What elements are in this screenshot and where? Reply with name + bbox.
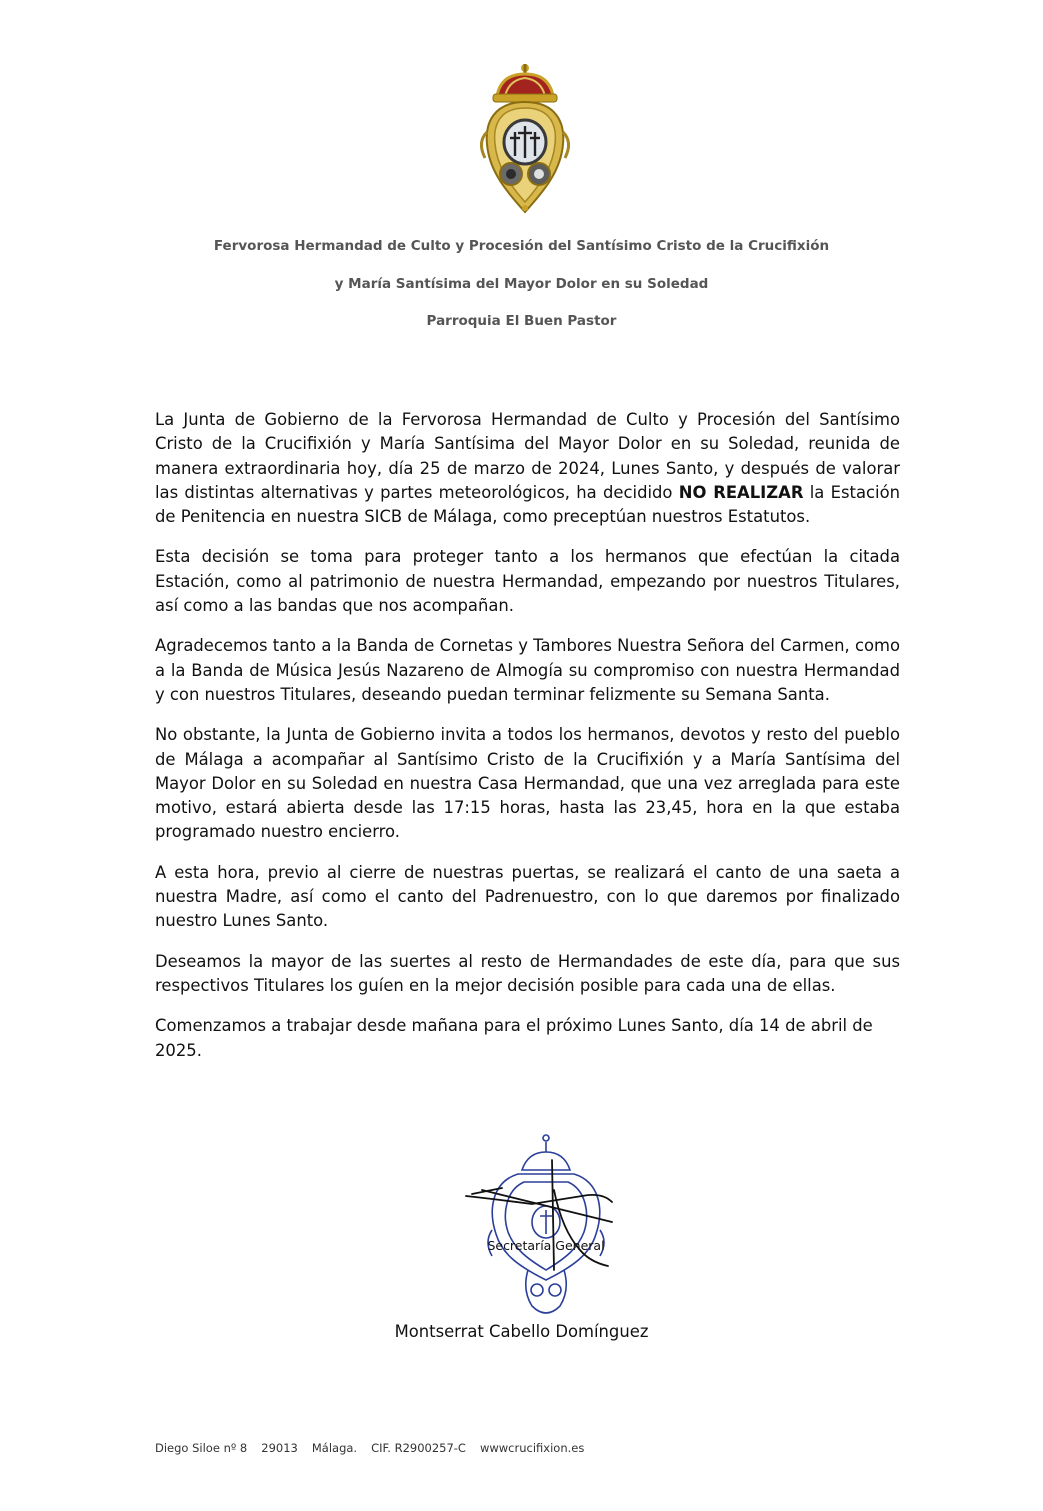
seal-icon [488, 1135, 604, 1313]
footer-postal-code: 29013 [261, 1441, 298, 1455]
paragraph-closing-ceremony: A esta hora, previo al cierre de nuestras puertas, se realizará el canto de una saeta a nuestra Madre, así como el canto del Padrenuestro, con lo que daremos por finalizado nuestro Lunes Santo. [155, 862, 900, 931]
handwritten-signature [466, 1160, 612, 1270]
paragraph-next-year: Comenzamos a trabajar desde mañana para el próximo Lunes Santo, día 14 de abril de 2025. [155, 1016, 873, 1060]
signature-stamp [462, 1130, 622, 1325]
stamp-label: Secretaría General [487, 1238, 605, 1253]
paragraph-thanks: Agradecemos tanto a la Banda de Cornetas y Tambores Nuestra Señora del Carmen, como a la Banda de Música Jesús Nazareno de Almogía su compromiso con nuestra Hermandad y con nuestros Titulares, deseando puedan terminar felizmente su Semana Santa. [155, 636, 900, 704]
signer-name: Montserrat Cabello Domínguez [394, 1322, 649, 1341]
footer-website: wwwcrucifixion.es [479, 1441, 585, 1455]
footer-cif: CIF. R2900257-C [371, 1441, 466, 1455]
paragraph-reason: Esta decisión se toma para proteger tanto a los hermanos que efectúan la citada Estación, como al patrimonio de nuestra Hermandad, empezando por nuestros Titulares, así como a las bandas que nos acompañan. [155, 547, 900, 616]
header-parish: Parroquia El Buen Pastor [426, 313, 617, 329]
paragraph-announcement [155, 408, 900, 529]
footer-city: Málaga. [311, 1441, 358, 1455]
header-title-line-1: Fervorosa Hermandad de Culto y Procesión del Santísimo Cristo de la Crucifixión [213, 238, 830, 254]
header-title-line-2: y María Santísima del Mayor Dolor en su Soledad [334, 276, 709, 292]
paragraph-1-end: la Estación de Penitencia en nuestra SICB de Málaga, como preceptúan nuestros Estatutos. [155, 482, 900, 527]
letter-body [155, 408, 900, 1079]
paragraph-invitation: No obstante, la Junta de Gobierno invita a todos los hermanos, devotos y resto del pueblo de Málaga a acompañar al Santísimo Cristo de la Crucifixión y a María Santísima del Mayor Dolor en su Soledad en nuestra Casa Hermandad, que una vez arreglada para este motivo, estará abierta desde las 17:15 horas, hasta las 23,45, hora en la que estaba programado nuestro encierro. [155, 725, 900, 842]
decision-emphasis: NO REALIZAR [678, 482, 804, 502]
crown-icon [493, 64, 557, 102]
footer-contact [155, 1441, 598, 1455]
paragraph-wishes: Deseamos la mayor de las suertes al resto de Hermandades de este día, para que sus respectivos Titulares los guíen en la mejor decisión posible para cada una de ellas. [155, 951, 900, 995]
footer-address: Diego Siloe nº 8 [155, 1441, 248, 1455]
paragraph-1-start: La Junta de Gobierno de la Fervorosa Hermandad de Culto y Procesión del Santísimo Cristo de la Crucifixión y María Santísima del Mayor Dolor en su Soledad, reunida de manera extraordinaria hoy, día 25 de marzo de 2024, Lunes Santo, y después de valorar las distintas alternativas y partes meteorológicos, ha decidido [155, 410, 900, 502]
brotherhood-emblem [475, 62, 575, 216]
